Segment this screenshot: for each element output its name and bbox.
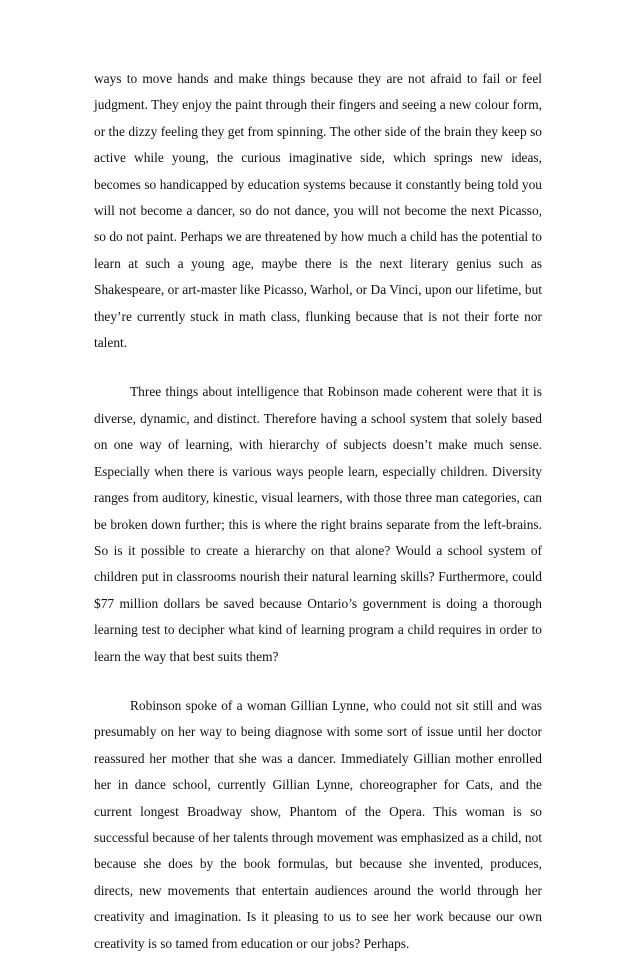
paragraph-2: Three things about intelligence that Robinson made coherent were that it is diverse, dynamic, and distinct. Therefore having a school system that solely based on one way of learning, with hierarchy of subjects doesn’t make much sense. Especially when there is various ways people learn, especially children. Diversity ranges from auditory, kinestic, visual learners, with those three man categories, can be broken down further; this is where the right brains separate from the left-brains. So is it possible to create a hierarchy on that alone? Would a school system of children put in classrooms nourish their natural learning skills? Furthermore, could $77 million dollars be saved because Ontario’s government is doing a thorough learning test to decipher what kind of learning program a child requires in order to learn the way that best suits them? xyxy=(94,384,542,664)
paragraph-spacer xyxy=(94,670,542,693)
body-text xyxy=(94,66,542,957)
paragraph-1: ways to move hands and make things because they are not afraid to fail or feel judgment. They enjoy the paint through their fingers and seeing a new colour form, or the dizzy feeling they get from spinning. The other side of the brain they keep so active while young, the curious imaginative side, which springs new ideas, becomes so handicapped by education systems because it constantly being told you will not become a dancer, so do not dance, you will not become the next Picasso, so do not paint. Perhaps we are threatened by how much a child has the potential to learn at such a young age, maybe there is the next literary genius such as Shakespeare, or art-master like Picasso, Warhol, or Da Vinci, upon our lifetime, but they’re currently stuck in math class, flunking because that is not their forte nor talent. xyxy=(94,71,542,351)
paragraph-3: Robinson spoke of a woman Gillian Lynne, who could not sit still and was presumably on her way to being diagnose with some sort of issue until her doctor reassured her mother that she was a dancer. Immediately Gillian mother enrolled her in dance school, currently Gillian Lynne, choreographer for Cats, and the current longest Broadway show, Phantom of the Opera. This woman is so successful because of her talents through movement was emphasized as a child, not because she does by the book formulas, but because she invented, produces, directs, new movements that entertain audiences around the world through her creativity and imagination. Is it pleasing to us to see her work because our own creativity is so tamed from education or our jobs? Perhaps. xyxy=(94,697,542,951)
paragraph-spacer xyxy=(94,356,542,379)
